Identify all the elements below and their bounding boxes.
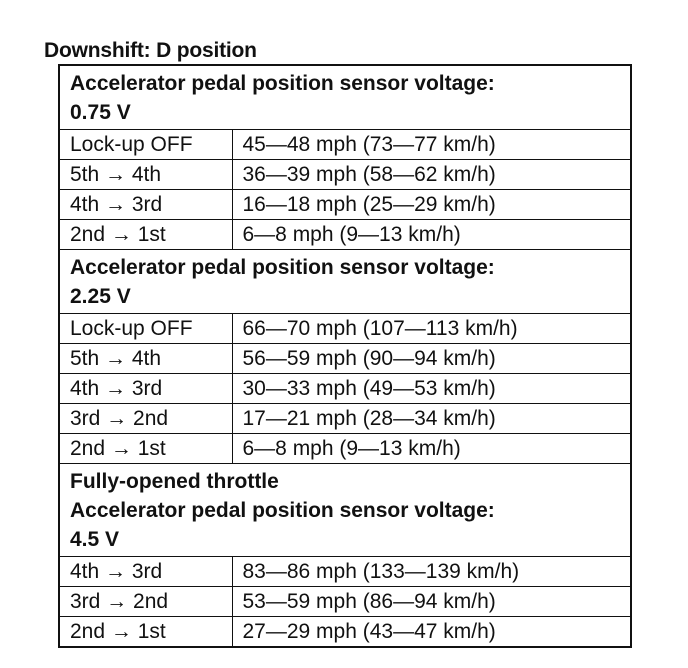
group-header bbox=[59, 250, 631, 314]
table-row bbox=[59, 130, 631, 160]
speed-cell: 66—70 mph (107—113 km/h) bbox=[232, 314, 631, 344]
speed-cell: 6—8 mph (9—13 km/h) bbox=[232, 434, 631, 464]
shift-cell: 4th → 3rd bbox=[59, 190, 232, 220]
group-header-row bbox=[59, 464, 631, 557]
group-header-line: Accelerator pedal position sensor voltage: bbox=[70, 499, 495, 522]
group-header-line: 0.75 V bbox=[70, 101, 131, 124]
table-row bbox=[59, 374, 631, 404]
group-header-line: Accelerator pedal position sensor voltage: bbox=[70, 256, 495, 279]
section-title: Downshift: D position bbox=[44, 39, 257, 62]
table-row bbox=[59, 617, 631, 648]
group-header-line: Fully-opened throttle bbox=[70, 470, 279, 493]
shift-cell: 5th → 4th bbox=[59, 344, 232, 374]
table-row bbox=[59, 587, 631, 617]
table-row bbox=[59, 404, 631, 434]
group-header-line: 4.5 V bbox=[70, 528, 120, 551]
speed-cell: 16—18 mph (25—29 km/h) bbox=[232, 190, 631, 220]
shift-cell: 2nd → 1st bbox=[59, 220, 232, 250]
speed-cell: 17—21 mph (28—34 km/h) bbox=[232, 404, 631, 434]
table-row bbox=[59, 190, 631, 220]
speed-cell: 6—8 mph (9—13 km/h) bbox=[232, 220, 631, 250]
shift-cell: 3rd → 2nd bbox=[59, 587, 232, 617]
shift-cell: 4th → 3rd bbox=[59, 374, 232, 404]
speed-cell: 45—48 mph (73—77 km/h) bbox=[232, 130, 631, 160]
table-row bbox=[59, 314, 631, 344]
table-row bbox=[59, 434, 631, 464]
group-header-row bbox=[59, 250, 631, 314]
group-header-row bbox=[59, 65, 631, 130]
table-row bbox=[59, 160, 631, 190]
group-header bbox=[59, 464, 631, 557]
shift-cell: Lock-up OFF bbox=[59, 314, 232, 344]
shift-cell: 2nd → 1st bbox=[59, 617, 232, 648]
shift-cell: 4th → 3rd bbox=[59, 557, 232, 587]
shift-cell: 2nd → 1st bbox=[59, 434, 232, 464]
group-header-line: Accelerator pedal position sensor voltage: bbox=[70, 72, 495, 95]
table-row bbox=[59, 344, 631, 374]
table-row bbox=[59, 220, 631, 250]
shift-cell: 5th → 4th bbox=[59, 160, 232, 190]
shift-cell: 3rd → 2nd bbox=[59, 404, 232, 434]
table-row bbox=[59, 557, 631, 587]
group-header bbox=[59, 65, 631, 130]
speed-cell: 27—29 mph (43—47 km/h) bbox=[232, 617, 631, 648]
speed-cell: 53—59 mph (86—94 km/h) bbox=[232, 587, 631, 617]
group-header-line: 2.25 V bbox=[70, 285, 131, 308]
shift-cell: Lock-up OFF bbox=[59, 130, 232, 160]
speed-cell: 83—86 mph (133—139 km/h) bbox=[232, 557, 631, 587]
downshift-table bbox=[58, 64, 632, 648]
speed-cell: 30—33 mph (49—53 km/h) bbox=[232, 374, 631, 404]
speed-cell: 56—59 mph (90—94 km/h) bbox=[232, 344, 631, 374]
speed-cell: 36—39 mph (58—62 km/h) bbox=[232, 160, 631, 190]
